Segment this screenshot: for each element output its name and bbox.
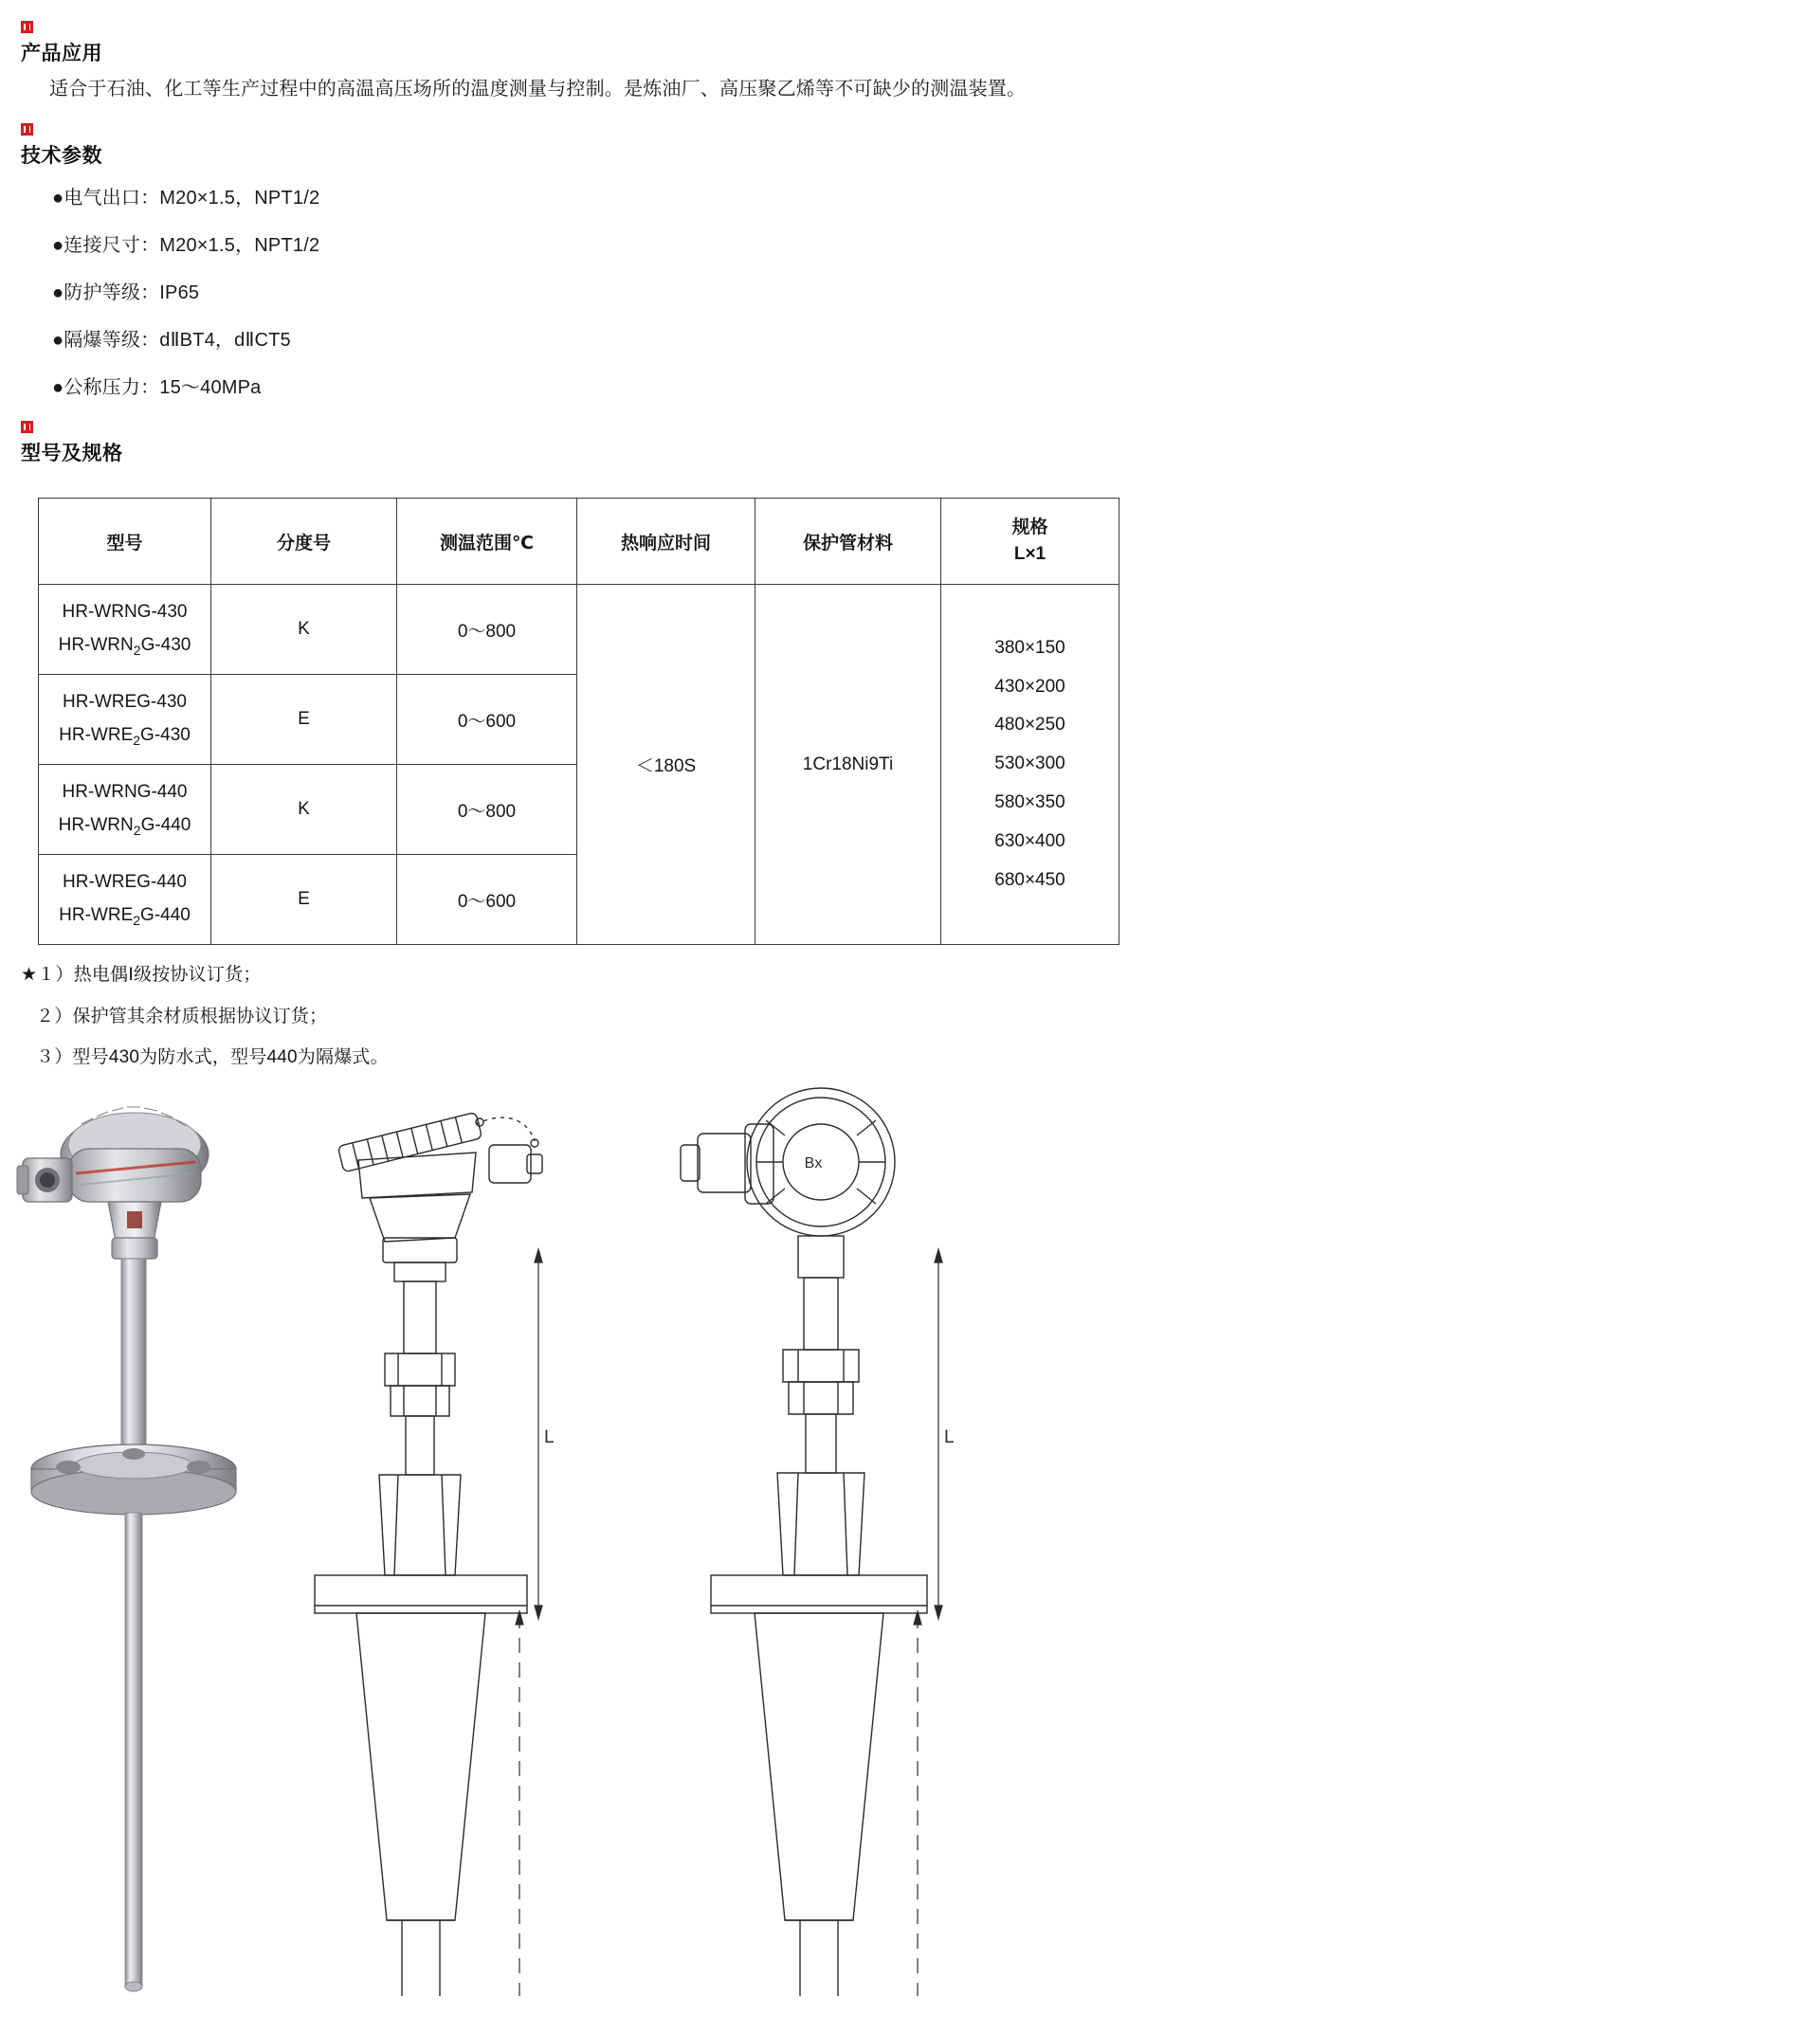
model-line-2: $HR-WRE_2G-430$ [59, 725, 191, 749]
table-header-range: 测温范围℃ [397, 499, 577, 585]
model-line-1: HR-WRNG-430 [62, 602, 188, 623]
table-cell-size-list [941, 585, 1119, 945]
section-title-models: 型号及规格 [21, 442, 123, 464]
size-item: 380×150 [994, 637, 1065, 658]
table-cell-range: 0～800 [397, 585, 577, 675]
photo-junction-head [17, 1107, 209, 1259]
notes-block [21, 962, 1820, 1071]
line-drawing-2-svg [664, 1086, 986, 2015]
table-cell-grade: E [211, 675, 397, 765]
dimension-label-L: L [544, 1426, 555, 1447]
table-cell-range: 0～600 [397, 675, 577, 765]
list-item: ●隔爆等级：dⅡBT4，dⅡCT5 [52, 329, 291, 351]
section-marker-icon [21, 421, 33, 433]
size-item: 480×250 [994, 715, 1065, 736]
spec-table-wrapper [38, 498, 1820, 945]
table-header-size-main: 规格 [1011, 517, 1048, 537]
list-item: ●连接尺寸：M20×1.5，NPT1/2 [52, 234, 320, 256]
application-body-text: 适合于石油、化工等生产过程中的高温高压场所的温度测量与控制。是炼油厂、高压聚乙烯等不可缺少的测温装置。 [49, 79, 1027, 100]
section-marker-icon [21, 21, 33, 33]
technical-parameter-list [0, 184, 1820, 402]
section-technical [21, 123, 1820, 170]
table-cell-grade: E [211, 855, 397, 945]
note-item: ２）保护管其余材质根据协议订货； [36, 1006, 328, 1026]
dimension-label-L: L [944, 1426, 955, 1447]
figure-line-drawing-440 [664, 1086, 986, 2015]
dimension-line-L [516, 1249, 542, 1996]
figure-group [0, 1086, 1820, 2034]
table-header-size-sub: L×1 [1013, 544, 1046, 565]
model-line-1: HR-WREG-440 [63, 872, 187, 893]
note-item: ★１）热电偶Ⅰ级按协议订货； [21, 965, 262, 986]
list-item: ●防护等级：IP65 [52, 281, 200, 303]
note-item: ３）型号430为防水式，型号440为隔爆式。 [36, 1047, 389, 1068]
photo-cable-gland [17, 1158, 72, 1202]
section-application [21, 21, 1820, 67]
table-cell-model [39, 855, 211, 945]
table-cell-model [39, 585, 211, 675]
size-item: 680×450 [994, 869, 1065, 890]
size-item: 530×300 [994, 754, 1065, 774]
table-header-model: 型号 [39, 499, 211, 585]
model-line-2: $HR-WRN_2G-430$ [58, 635, 191, 659]
section-models [21, 421, 1820, 467]
line-drawing-1-svg [303, 1086, 626, 2015]
table-header-size [941, 499, 1119, 585]
table-cell-tube-material: 1Cr18Ni9Ti [755, 585, 941, 945]
table-cell-range: 0～600 [397, 855, 577, 945]
product-photo-svg [9, 1086, 294, 2015]
specification-table [38, 498, 1119, 945]
list-item: ●电气出口：M20×1.5，NPT1/2 [52, 187, 320, 209]
model-line-2: $HR-WRE_2G-440$ [59, 905, 191, 929]
table-header-response: 热响应时间 [577, 499, 755, 585]
housing-marking-text: Bx [804, 1154, 823, 1171]
section-title-application: 产品应用 [21, 43, 102, 64]
table-cell-response-time: ＜180S [577, 585, 755, 945]
section-title-technical: 技术参数 [21, 145, 102, 168]
model-line-1: HR-WRNG-440 [62, 782, 188, 803]
table-cell-range: 0～800 [397, 765, 577, 855]
size-item: 580×350 [994, 792, 1065, 813]
section-marker-icon [21, 123, 33, 136]
dimension-line-L [914, 1249, 942, 1996]
table-cell-model [39, 765, 211, 855]
table-cell-model [39, 675, 211, 765]
figure-product-photo [9, 1086, 294, 2015]
table-row [39, 585, 1119, 675]
list-item: ●公称压力：15～40MPa [52, 376, 262, 398]
figure-line-drawing-430 [303, 1086, 626, 2015]
table-cell-grade: K [211, 585, 397, 675]
model-line-2: $HR-WRN_2G-440$ [58, 815, 191, 839]
table-header-grade: 分度号 [211, 499, 397, 585]
table-header-material: 保护管材料 [755, 499, 941, 585]
table-header-row [39, 499, 1119, 585]
size-item: 630×400 [994, 830, 1065, 851]
photo-flange [31, 1444, 236, 1515]
size-item: 430×200 [994, 676, 1065, 697]
model-line-1: HR-WREG-430 [63, 692, 187, 713]
table-cell-grade: K [211, 765, 397, 855]
